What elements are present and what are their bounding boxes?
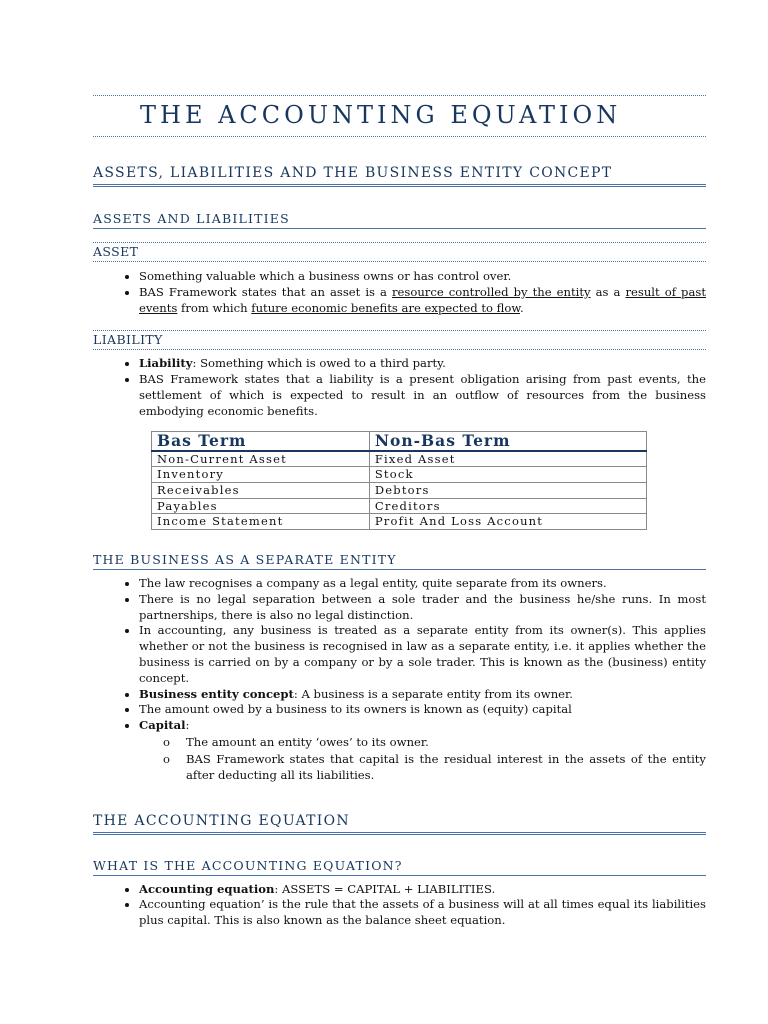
list-item: • The amount owed by a business to its owners is known as (equity) capital	[139, 702, 706, 718]
subsection-heading-what-is-equation: WHAT IS THE ACCOUNTING EQUATION?	[93, 858, 706, 876]
subsection-heading-separate-entity: THE BUSINESS AS A SEPARATE ENTITY	[93, 552, 706, 570]
text-run: : ASSETS = CAPITAL + LIABILITIES.	[274, 881, 496, 896]
table-row	[152, 482, 647, 498]
equation-bullet-list	[93, 882, 706, 929]
list-item: • The law recognises a company as a legal entity, quite separate from its owners.	[139, 576, 706, 592]
list-item: • Accounting equation’ is the rule that the assets of a business will at all times equal its liabilities plus capital. This is also known as the balance sheet equation.	[139, 897, 706, 929]
table-cell: Stock	[369, 467, 646, 483]
table-row	[152, 498, 647, 514]
table-cell: Income Statement	[152, 514, 370, 530]
section-heading-accounting-equation: THE ACCOUNTING EQUATION	[93, 813, 706, 835]
table-cell: Payables	[152, 498, 370, 514]
table-cell: Profit And Loss Account	[369, 514, 646, 530]
terms-table	[151, 431, 647, 531]
text-run: : Something which is owed to a third party.	[192, 356, 446, 371]
document-title: THE ACCOUNTING EQUATION	[140, 101, 622, 129]
text-run: :	[185, 718, 190, 733]
table-cell: Receivables	[152, 482, 370, 498]
table-cell: Fixed Asset	[369, 451, 646, 467]
table-cell: Creditors	[369, 498, 646, 514]
capital-sub-list	[139, 734, 706, 784]
table-cell: Non-Current Asset	[152, 451, 370, 467]
bold-term: Business entity concept	[139, 686, 294, 701]
list-item	[139, 882, 706, 898]
table-row	[152, 467, 647, 483]
table-row	[152, 451, 647, 467]
bold-term: Capital	[139, 718, 186, 733]
asset-bullet-list	[93, 269, 706, 316]
bold-term: Accounting equation	[139, 881, 275, 896]
bold-term: Liability	[139, 356, 193, 371]
list-item	[139, 718, 706, 783]
column-header: Bas Term	[152, 431, 370, 451]
sub-list-item: o The amount an entity ‘owes’ to its owner.	[186, 734, 706, 751]
underlined-phrase: resource controlled by the entity	[392, 284, 591, 299]
table-header-row	[152, 431, 647, 451]
table-cell: Inventory	[152, 467, 370, 483]
title-block	[93, 95, 706, 137]
section-heading-assets-liabilities: ASSETS, LIABILITIES AND THE BUSINESS ENTITY CONCEPT	[93, 165, 706, 187]
document-content	[93, 95, 706, 929]
heading-liability: LIABILITY	[93, 330, 706, 350]
list-item: • Something valuable which a business owns or has control over.	[139, 269, 706, 285]
list-item: • BAS Framework states that a liability is a present obligation arising from past events, the settlement of which is expected to result in an outflow of resources from the business embodying economic benefits.	[139, 372, 706, 419]
column-header: Non-Bas Term	[369, 431, 646, 451]
list-item	[139, 285, 706, 317]
list-item: • There is no legal separation between a sole trader and the business he/she runs. In most partnerships, there is also no legal distinction.	[139, 592, 706, 624]
text-run: from which	[177, 300, 252, 315]
text-run: : A business is a separate entity from its owner.	[293, 686, 573, 701]
heading-asset: ASSET	[93, 242, 706, 262]
text-run: BAS Framework states that an asset is a	[139, 284, 392, 299]
underlined-phrase: result of past events	[139, 284, 706, 315]
list-item	[139, 687, 706, 703]
table-cell: Debtors	[369, 482, 646, 498]
list-item	[139, 356, 706, 372]
underlined-phrase: future economic benefits are expected to flow	[251, 300, 520, 315]
list-item: • In accounting, any business is treated as a separate entity from its owner(s). This applies whether or not the business is recognised in law as a separate entity, i.e. it applies whether the business is carried on by a company or by a sole trader. This is known as the (business) entity concept.	[139, 623, 706, 686]
sub-list-item: o BAS Framework states that capital is the residual interest in the assets of the entity after deducting all its liabilities.	[186, 751, 706, 784]
text-run: .	[519, 300, 524, 315]
liability-bullet-list	[93, 356, 706, 419]
table-row	[152, 514, 647, 530]
text-run: as a	[590, 284, 626, 299]
separate-entity-bullet-list	[93, 576, 706, 783]
subsection-heading-assets-and-liabilities: ASSETS AND LIABILITIES	[93, 211, 706, 229]
